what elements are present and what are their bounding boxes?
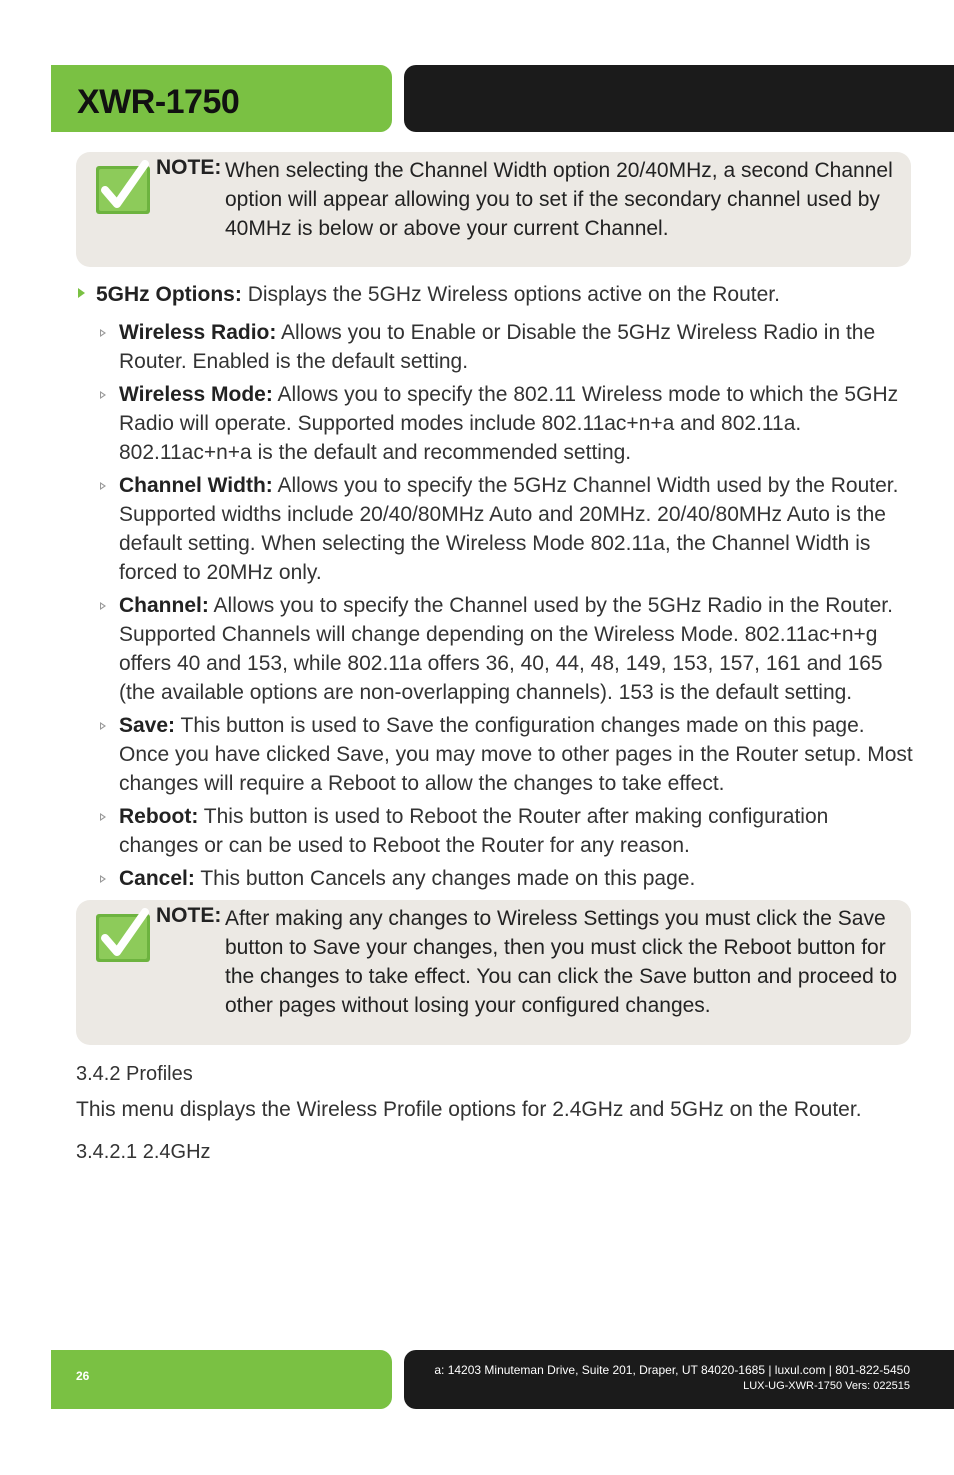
item-term: Reboot: (119, 805, 199, 828)
item-term: Wireless Mode: (119, 383, 273, 406)
item-term: Channel Width: (119, 474, 273, 497)
note-label: NOTE: (156, 156, 222, 179)
option-list (98, 318, 913, 897)
item-desc: Allows you to specify the 5GHz Channel Width used by the Router. Supported widths include 20/40/80MHz Auto and 20MHz. 20/40/80MHz Auto is the default setting. When selecting the Wireless Mode 802.11a, the Channel Width is forced to 20MHz only. (119, 474, 899, 584)
checkmark-icon (95, 160, 151, 216)
item-desc: Allows you to specify the 802.11 Wireless mode to which the 5GHz Radio will operate. Supported modes include 802.11ac+n+a and 802.11a. 802.11ac+n+a is the default and recommended setting. (119, 383, 899, 464)
page-number: 26 (76, 1369, 90, 1383)
section-body: This menu displays the Wireless Profile options for 2.4GHz and 5GHz on the Router. (76, 1098, 862, 1121)
item-term: Channel: (119, 594, 209, 617)
sub-bullet-icon (100, 602, 106, 610)
sub-bullet-icon (100, 813, 106, 821)
list-item (98, 711, 913, 798)
item-desc: This button is used to Reboot the Router after making configuration changes or can be used to Reboot the Router for any reason. (119, 805, 829, 857)
item-term: Wireless Radio: (119, 321, 277, 344)
list-item (98, 591, 913, 707)
sub-bullet-icon (100, 329, 106, 337)
sub-bullet-icon (100, 482, 106, 490)
note-text: When selecting the Channel Width option 20/40MHz, a second Channel option will appear allowing you to set if the secondary channel used by 40MHz is below or above your current Channel. (225, 159, 893, 240)
item-desc: Allows you to Enable or Disable the 5GHz Wireless Radio in the Router. Enabled is the default setting. (119, 321, 876, 373)
footer-address: a: 14203 Minuteman Drive, Suite 201, Draper, UT 84020-1685 | luxul.com | 801-822-5450 (434, 1363, 910, 1377)
section-term: 5GHz Options: (96, 283, 242, 306)
bullet-arrow-icon (78, 288, 85, 298)
item-desc: This button Cancels any changes made on this page. (200, 867, 696, 890)
item-desc: Allows you to specify the Channel used by the 5GHz Radio in the Router. Supported Channels will change depending on the Wireless Mode. 802.11ac+n+g offers 40 and 153, while 802.11a offers 36, 40, 44, 48, 149, 153, 157, 161 and 165 (the available options are non-overlapping channels). 153 is the default setting. (119, 594, 893, 704)
subsection-heading: 3.4.2.1 2.4GHz (76, 1141, 211, 1163)
item-term: Cancel: (119, 867, 195, 890)
section-5ghz-options (96, 280, 926, 309)
page-title: XWR-1750 (77, 83, 240, 121)
sub-bullet-icon (100, 391, 106, 399)
list-item (98, 318, 913, 376)
item-term: Save: (119, 714, 176, 737)
header-black-bar (404, 65, 954, 132)
item-desc: This button is used to Save the configuration changes made on this page. Once you have clicked Save, you may move to other pages in the Router setup. Most changes will require a Reboot to allow the changes to take effect. (119, 714, 913, 795)
footer-green-bar (51, 1350, 392, 1409)
note-label: NOTE: (156, 904, 222, 927)
note-box (76, 152, 911, 267)
sub-bullet-icon (100, 722, 106, 730)
note-box (76, 900, 911, 1045)
list-item (98, 471, 913, 587)
section-heading: 3.4.2 Profiles (76, 1063, 193, 1085)
note-text: After making any changes to Wireless Settings you must click the Save button to Save your changes, then you must click the Reboot button for the changes to take effect. You can click the Save button and proceed to other pages without losing your configured changes. (225, 907, 898, 1017)
list-item (98, 802, 913, 860)
list-item (98, 864, 913, 893)
header-title-bar (51, 65, 392, 132)
list-item (98, 380, 913, 467)
footer-black-bar (404, 1350, 954, 1409)
checkmark-icon (95, 908, 151, 964)
section-desc: Displays the 5GHz Wireless options active on the Router. (247, 283, 780, 306)
footer-doc-id: LUX-UG-XWR-1750 Vers: 022515 (743, 1380, 910, 1392)
sub-bullet-icon (100, 875, 106, 883)
